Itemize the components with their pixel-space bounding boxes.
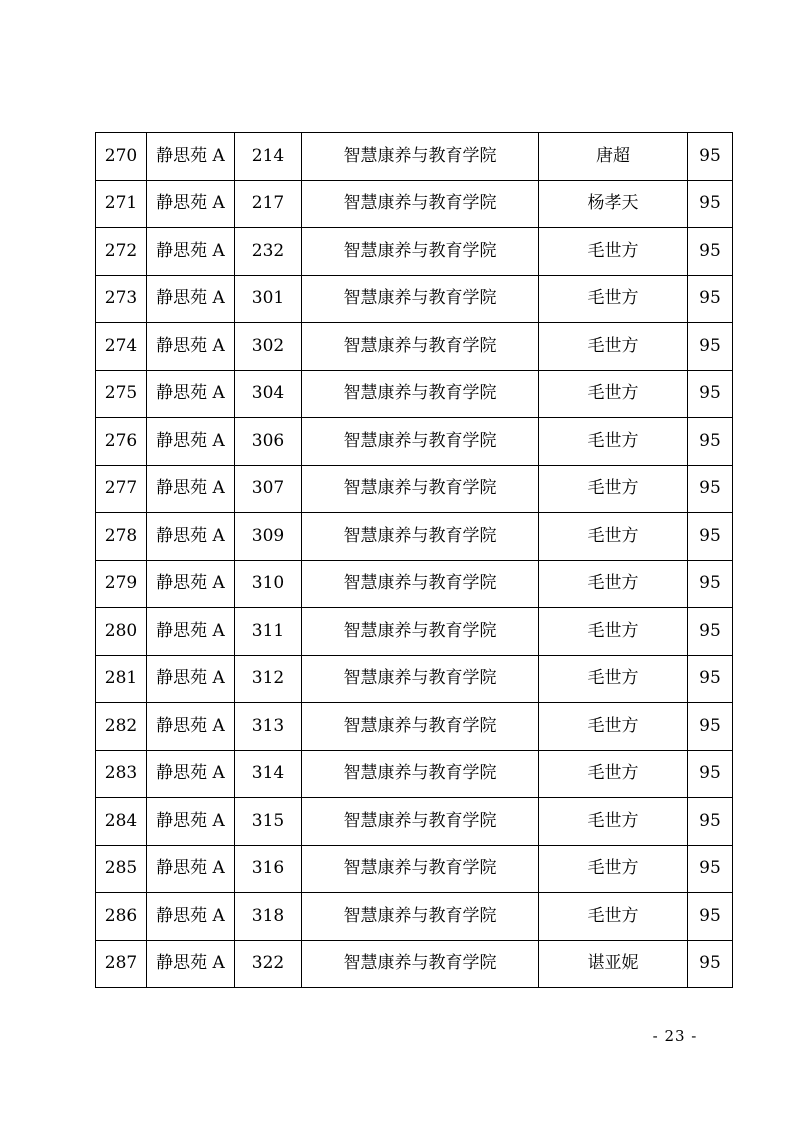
table-row <box>96 940 733 988</box>
row-number-cell: 276 <box>96 418 147 466</box>
counselor-cell: 毛世方 <box>539 370 688 418</box>
table-row <box>96 608 733 656</box>
score-cell: 95 <box>688 608 733 656</box>
row-number-cell: 275 <box>96 370 147 418</box>
counselor-cell: 毛世方 <box>539 465 688 513</box>
score-cell: 95 <box>688 560 733 608</box>
counselor-cell: 毛世方 <box>539 655 688 703</box>
room-cell: 302 <box>235 323 302 371</box>
row-number-cell: 270 <box>96 133 147 181</box>
building-cell: 静思苑 A <box>147 845 235 893</box>
score-cell: 95 <box>688 275 733 323</box>
building-cell: 静思苑 A <box>147 323 235 371</box>
table-row <box>96 370 733 418</box>
counselor-cell: 毛世方 <box>539 750 688 798</box>
counselor-cell: 毛世方 <box>539 798 688 846</box>
score-cell: 95 <box>688 465 733 513</box>
room-cell: 311 <box>235 608 302 656</box>
counselor-cell: 毛世方 <box>539 893 688 941</box>
table-row <box>96 513 733 561</box>
score-cell: 95 <box>688 798 733 846</box>
building-cell: 静思苑 A <box>147 703 235 751</box>
room-cell: 315 <box>235 798 302 846</box>
table-row <box>96 323 733 371</box>
building-cell: 静思苑 A <box>147 228 235 276</box>
dormitory-score-table <box>95 132 733 988</box>
row-number-cell: 273 <box>96 275 147 323</box>
counselor-cell: 毛世方 <box>539 275 688 323</box>
score-cell: 95 <box>688 703 733 751</box>
room-cell: 314 <box>235 750 302 798</box>
counselor-cell: 杨孝天 <box>539 180 688 228</box>
room-cell: 217 <box>235 180 302 228</box>
college-cell: 智慧康养与教育学院 <box>302 560 539 608</box>
table-body <box>96 133 733 988</box>
room-cell: 306 <box>235 418 302 466</box>
college-cell: 智慧康养与教育学院 <box>302 608 539 656</box>
college-cell: 智慧康养与教育学院 <box>302 940 539 988</box>
college-cell: 智慧康养与教育学院 <box>302 750 539 798</box>
table-row <box>96 180 733 228</box>
building-cell: 静思苑 A <box>147 418 235 466</box>
row-number-cell: 287 <box>96 940 147 988</box>
college-cell: 智慧康养与教育学院 <box>302 323 539 371</box>
counselor-cell: 毛世方 <box>539 323 688 371</box>
row-number-cell: 281 <box>96 655 147 703</box>
college-cell: 智慧康养与教育学院 <box>302 180 539 228</box>
row-number-cell: 272 <box>96 228 147 276</box>
room-cell: 316 <box>235 845 302 893</box>
building-cell: 静思苑 A <box>147 655 235 703</box>
room-cell: 322 <box>235 940 302 988</box>
room-cell: 301 <box>235 275 302 323</box>
row-number-cell: 284 <box>96 798 147 846</box>
counselor-cell: 毛世方 <box>539 228 688 276</box>
room-cell: 309 <box>235 513 302 561</box>
row-number-cell: 271 <box>96 180 147 228</box>
table-row <box>96 893 733 941</box>
table-row <box>96 418 733 466</box>
college-cell: 智慧康养与教育学院 <box>302 275 539 323</box>
college-cell: 智慧康养与教育学院 <box>302 893 539 941</box>
page-number: - 23 - <box>652 1027 698 1045</box>
room-cell: 313 <box>235 703 302 751</box>
table-row <box>96 750 733 798</box>
counselor-cell: 毛世方 <box>539 608 688 656</box>
building-cell: 静思苑 A <box>147 370 235 418</box>
row-number-cell: 274 <box>96 323 147 371</box>
table-row <box>96 655 733 703</box>
score-cell: 95 <box>688 513 733 561</box>
score-cell: 95 <box>688 370 733 418</box>
college-cell: 智慧康养与教育学院 <box>302 370 539 418</box>
room-cell: 307 <box>235 465 302 513</box>
counselor-cell: 毛世方 <box>539 418 688 466</box>
counselor-cell: 毛世方 <box>539 560 688 608</box>
room-cell: 318 <box>235 893 302 941</box>
college-cell: 智慧康养与教育学院 <box>302 845 539 893</box>
table-row <box>96 703 733 751</box>
building-cell: 静思苑 A <box>147 750 235 798</box>
college-cell: 智慧康养与教育学院 <box>302 465 539 513</box>
score-cell: 95 <box>688 845 733 893</box>
score-cell: 95 <box>688 228 733 276</box>
table-row <box>96 228 733 276</box>
counselor-cell: 谌亚妮 <box>539 940 688 988</box>
row-number-cell: 285 <box>96 845 147 893</box>
building-cell: 静思苑 A <box>147 798 235 846</box>
table-row <box>96 133 733 181</box>
table-row <box>96 798 733 846</box>
room-cell: 304 <box>235 370 302 418</box>
building-cell: 静思苑 A <box>147 465 235 513</box>
score-cell: 95 <box>688 323 733 371</box>
college-cell: 智慧康养与教育学院 <box>302 418 539 466</box>
college-cell: 智慧康养与教育学院 <box>302 228 539 276</box>
table-row <box>96 560 733 608</box>
table-row <box>96 845 733 893</box>
row-number-cell: 277 <box>96 465 147 513</box>
building-cell: 静思苑 A <box>147 893 235 941</box>
score-cell: 95 <box>688 655 733 703</box>
row-number-cell: 278 <box>96 513 147 561</box>
room-cell: 232 <box>235 228 302 276</box>
row-number-cell: 283 <box>96 750 147 798</box>
building-cell: 静思苑 A <box>147 513 235 561</box>
table-row <box>96 275 733 323</box>
building-cell: 静思苑 A <box>147 133 235 181</box>
row-number-cell: 282 <box>96 703 147 751</box>
counselor-cell: 毛世方 <box>539 513 688 561</box>
score-cell: 95 <box>688 418 733 466</box>
score-cell: 95 <box>688 940 733 988</box>
table-row <box>96 465 733 513</box>
college-cell: 智慧康养与教育学院 <box>302 133 539 181</box>
room-cell: 214 <box>235 133 302 181</box>
college-cell: 智慧康养与教育学院 <box>302 655 539 703</box>
row-number-cell: 286 <box>96 893 147 941</box>
row-number-cell: 280 <box>96 608 147 656</box>
score-cell: 95 <box>688 893 733 941</box>
counselor-cell: 毛世方 <box>539 845 688 893</box>
building-cell: 静思苑 A <box>147 560 235 608</box>
room-cell: 312 <box>235 655 302 703</box>
college-cell: 智慧康养与教育学院 <box>302 703 539 751</box>
building-cell: 静思苑 A <box>147 608 235 656</box>
score-cell: 95 <box>688 180 733 228</box>
building-cell: 静思苑 A <box>147 940 235 988</box>
score-cell: 95 <box>688 750 733 798</box>
score-cell: 95 <box>688 133 733 181</box>
college-cell: 智慧康养与教育学院 <box>302 798 539 846</box>
counselor-cell: 毛世方 <box>539 703 688 751</box>
building-cell: 静思苑 A <box>147 275 235 323</box>
college-cell: 智慧康养与教育学院 <box>302 513 539 561</box>
row-number-cell: 279 <box>96 560 147 608</box>
building-cell: 静思苑 A <box>147 180 235 228</box>
room-cell: 310 <box>235 560 302 608</box>
counselor-cell: 唐超 <box>539 133 688 181</box>
